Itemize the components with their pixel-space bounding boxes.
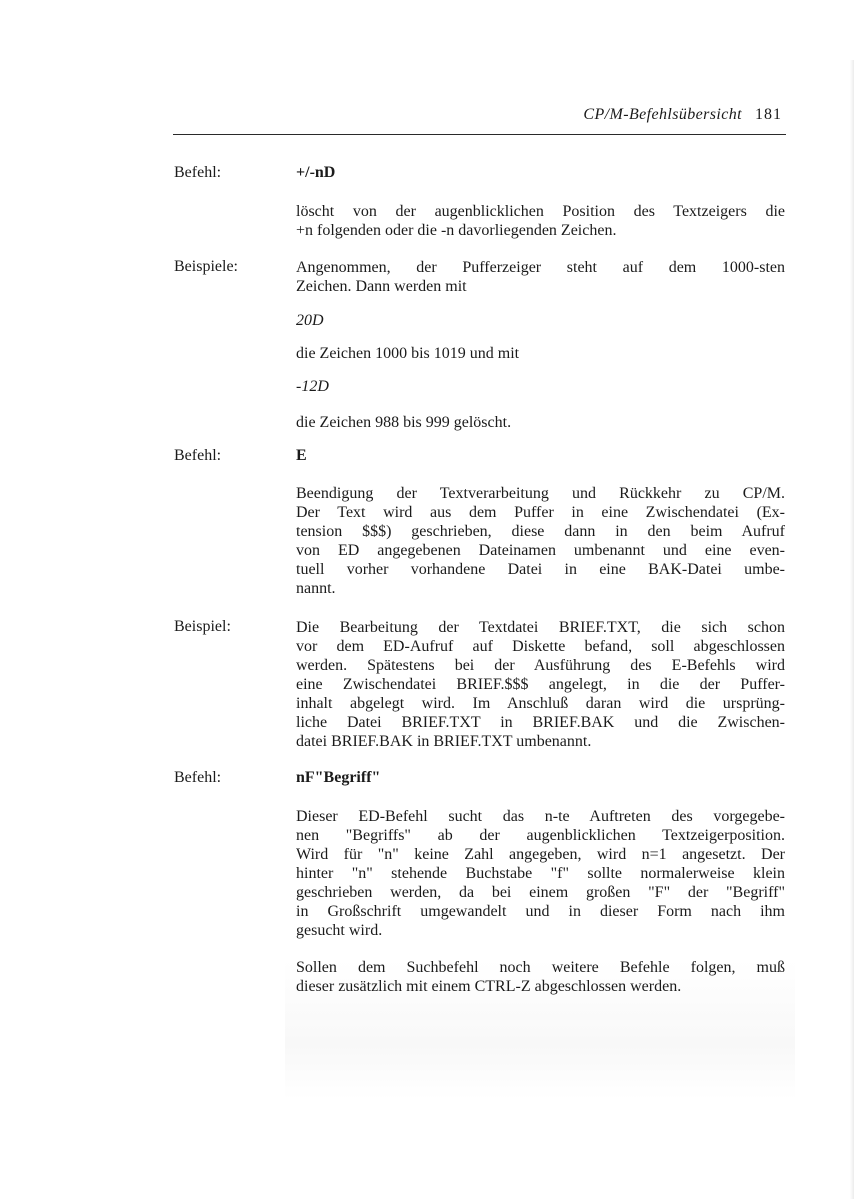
text-line: Zeichen. Dann werden mit [296, 278, 467, 295]
paragraph-e-description [296, 484, 785, 598]
page-header [173, 106, 786, 132]
text-line: gesucht wird. [296, 922, 383, 939]
text-line: Der Text wird aus dem Puffer in eine Zwischendatei (Ex- [296, 504, 785, 521]
paragraph-f-description [296, 807, 785, 940]
example-command-2: -12D [296, 378, 329, 395]
text-line: Dieser ED-Befehl sucht das n-te Auftreten des vorgegebe- [296, 808, 785, 825]
text-line: hinter "n" stehende Buchstabe "f" sollte normalerweise klein [296, 865, 785, 882]
paragraph-d-middle: die Zeichen 1000 bis 1019 und mit [296, 345, 520, 362]
label-befehl-d: Befehl: [174, 164, 222, 181]
paragraph-d-intro [296, 258, 785, 296]
label-beispiele: Beispiele: [174, 258, 238, 275]
text-line: liche Datei BRIEF.TXT in BRIEF.BAK und die Zwischen- [296, 714, 785, 731]
label-befehl-f: Befehl: [174, 769, 222, 786]
text-line: Die Bearbeitung der Textdatei BRIEF.TXT, die sich schon [296, 619, 785, 636]
text-line: nannt. [296, 580, 336, 597]
paragraph-d-description [296, 202, 785, 240]
running-title: CP/M-Befehlsübersicht [583, 106, 742, 123]
text-line: in Großschrift umgewandelt und in dieser Form nach ihm [296, 903, 785, 920]
text-line: werden. Spätestens bei der Ausführung des E-Befehls wird [296, 657, 785, 674]
header-rule [173, 134, 786, 135]
text-line: +n folgenden oder die -n davorliegenden Zeichen. [296, 222, 617, 239]
text-line: Angenommen, der Pufferzeiger steht auf dem 1000-sten [296, 259, 785, 276]
page-number: 181 [755, 106, 782, 123]
text-line: tension $$$) geschrieben, diese dann in den beim Aufruf [296, 523, 785, 540]
text-line: Sollen dem Suchbefehl noch weitere Befehle folgen, muß [296, 959, 785, 976]
text-line: tuell vorher vorhandene Datei in eine BAK-Datei umbe- [296, 561, 785, 578]
label-beispiel: Beispiel: [174, 618, 231, 635]
text-line: datei BRIEF.BAK in BRIEF.TXT umbenannt. [296, 733, 592, 750]
text-line: dieser zusätzlich mit einem CTRL-Z abgeschlossen werden. [296, 978, 682, 995]
text-line: Beendigung der Textverarbeitung und Rückkehr zu CP/M. [296, 485, 785, 502]
paragraph-d-end: die Zeichen 988 bis 999 gelöscht. [296, 414, 512, 431]
text-line: von ED angegebenen Dateinamen umbenannt und eine even- [296, 542, 785, 559]
command-syntax-f: nF"Begriff" [296, 769, 381, 786]
example-command-1: 20D [296, 312, 324, 329]
text-line: inhalt abgelegt wird. Im Anschluß daran wird die ursprüng- [296, 695, 785, 712]
paragraph-e-example [296, 618, 785, 751]
text-line: vor dem ED-Aufruf auf Diskette befand, soll abgeschlossen [296, 638, 785, 655]
command-syntax-d: +/-nD [296, 164, 336, 181]
paragraph-f-note [296, 958, 785, 996]
text-line: geschrieben werden, da bei einem großen "F" der "Begriff" [296, 884, 785, 901]
scan-edge [850, 60, 854, 1199]
label-befehl-e: Befehl: [174, 447, 222, 464]
text-line: löscht von der augenblicklichen Position des Textzeigers die [296, 203, 785, 220]
text-line: Wird für "n" keine Zahl angegeben, wird n=1 angesetzt. Der [296, 846, 785, 863]
command-syntax-e: E [296, 447, 307, 464]
text-line: nen "Begriffs" ab der augenblicklichen Textzeigerposition. [296, 827, 785, 844]
text-line: eine Zwischendatei BRIEF.$$$ angelegt, in die der Puffer- [296, 676, 785, 693]
